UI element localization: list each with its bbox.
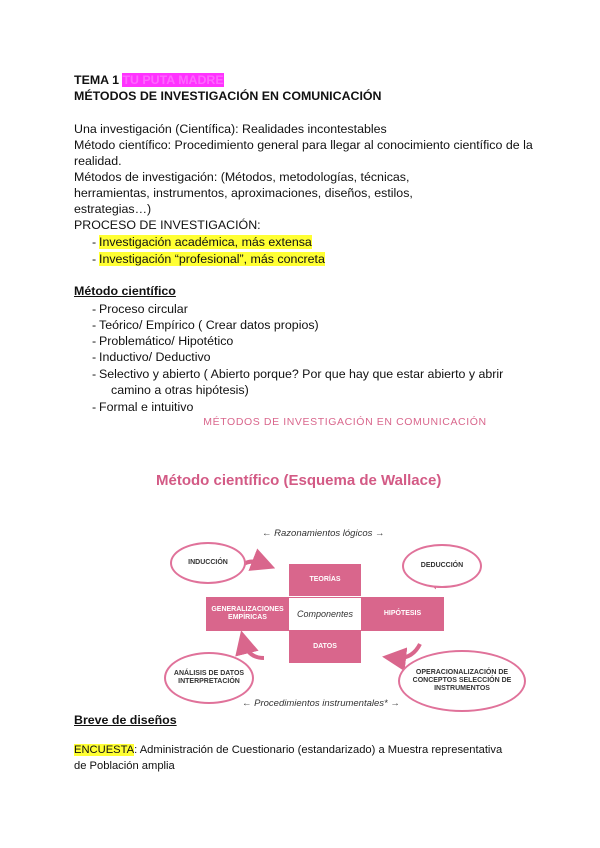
arrow-left-icon: ← bbox=[242, 698, 252, 709]
encuesta-line-2: de Población amplia bbox=[74, 760, 175, 772]
metodo-heading: Método científico bbox=[74, 284, 176, 298]
intro-line-7: PROCESO DE INVESTIGACIÓN: bbox=[74, 218, 261, 232]
bullet-dash: - bbox=[92, 350, 97, 364]
diagram-title: MÉTODOS DE INVESTIGACIÓN EN COMUNICACIÓN bbox=[203, 416, 487, 428]
metodo-item: Teórico/ Empírico ( Crear datos propios) bbox=[99, 318, 319, 332]
metodo-item: Proceso circular bbox=[99, 302, 188, 316]
disenos-heading: Breve de diseños bbox=[74, 713, 177, 727]
componentes-box: Componentes bbox=[289, 597, 361, 631]
intro-line-4: Métodos de investigación: (Métodos, metodologías, técnicas, bbox=[74, 170, 410, 184]
intro-line-3: realidad. bbox=[74, 154, 122, 168]
induccion-ellipse: INDUCCIÓN bbox=[170, 542, 246, 584]
bullet-dash: - bbox=[92, 318, 97, 332]
bullet-dash: - bbox=[92, 400, 97, 414]
bottom-caption bbox=[242, 698, 400, 709]
encuesta-label: ENCUESTA bbox=[74, 744, 135, 756]
encuesta-line bbox=[74, 743, 502, 758]
generalizaciones-box: GENERALIZACIONES EMPÍRICAS bbox=[206, 597, 289, 631]
metodo-item-continued: camino a otras hipótesis) bbox=[111, 383, 249, 397]
bullet-dash: - bbox=[92, 235, 97, 249]
arrow-right-icon: → bbox=[390, 698, 400, 709]
teorias-box: TEORÍAS bbox=[289, 564, 361, 596]
arrow-right-icon: → bbox=[375, 528, 385, 539]
intro-line-2: Método científico: Procedimiento general para llegar al conocimiento científico de la bbox=[74, 138, 533, 152]
arrow-left-icon: ← bbox=[262, 528, 272, 539]
diagram-subtitle: Método científico (Esquema de Wallace) bbox=[156, 472, 442, 489]
datos-box: DATOS bbox=[289, 631, 361, 663]
bullet-dash: - bbox=[92, 367, 97, 381]
wallace-diagram bbox=[150, 412, 530, 722]
bullet-dash: - bbox=[92, 334, 97, 348]
metodo-item: Selectivo y abierto ( Abierto porque? Por que hay que estar abierto y abrir bbox=[99, 367, 504, 381]
page-title: MÉTODOS DE INVESTIGACIÓN EN COMUNICACIÓN bbox=[74, 89, 382, 103]
metodo-item: Problemático/ Hipotético bbox=[99, 334, 234, 348]
operacionalizacion-ellipse: OPERACIONALIZACIÓN DE CONCEPTOS SELECCIÓN DE INSTRUMENTOS bbox=[398, 650, 526, 712]
metodo-item: Inductivo/ Deductivo bbox=[99, 350, 211, 364]
metodo-item: Formal e intuitivo bbox=[99, 400, 194, 414]
bottom-caption-text: Procedimientos instrumentales* bbox=[254, 698, 388, 709]
intro-line-6: estrategias…) bbox=[74, 202, 152, 216]
deduccion-ellipse: DEDUCCIÓN bbox=[402, 544, 482, 588]
tema-highlight: TU PUTA MADRE bbox=[122, 73, 224, 87]
top-caption-text: Razonamientos lógicos bbox=[274, 528, 373, 539]
tema-label: TEMA 1 bbox=[74, 73, 119, 87]
hipotesis-box: HIPÓTESIS bbox=[361, 597, 444, 631]
proceso-item bbox=[99, 235, 312, 250]
bullet-dash: - bbox=[92, 252, 97, 266]
bullet-dash: - bbox=[92, 302, 97, 316]
tema-line bbox=[74, 73, 224, 88]
proceso-item bbox=[99, 252, 325, 267]
intro-line-1: Una investigación (Científica): Realidades incontestables bbox=[74, 122, 387, 136]
analisis-ellipse: ANÁLISIS DE DATOS INTERPRETACIÓN bbox=[164, 652, 254, 704]
intro-line-5: herramientas, instrumentos, aproximaciones, diseños, estilos, bbox=[74, 186, 413, 200]
encuesta-text: : Administración de Cuestionario (estandarizado) a Muestra representativa bbox=[134, 744, 503, 756]
proceso-item-text: Investigación académica, más extensa bbox=[99, 235, 312, 249]
proceso-item-text: Investigación “profesional”, más concreta bbox=[99, 252, 325, 266]
